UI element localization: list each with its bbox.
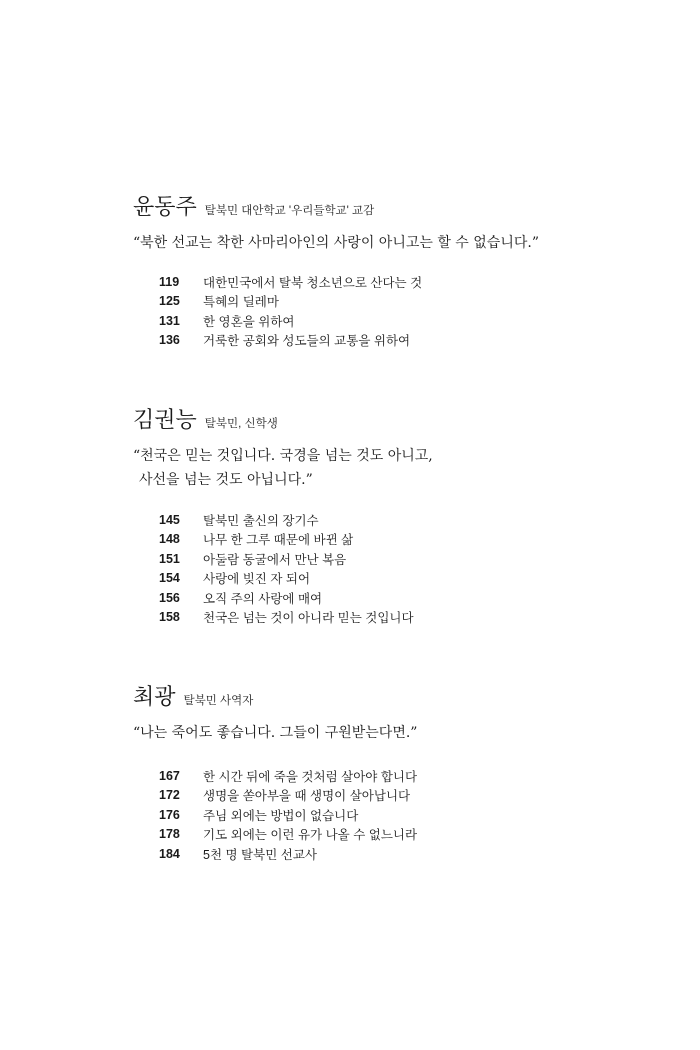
page-number: 178 <box>159 827 180 842</box>
quote-line: “북한 선교는 착한 사마리아인의 사랑이 아니고는 할 수 없습니다.” <box>133 235 539 251</box>
section-heading <box>133 403 653 434</box>
toc-list <box>159 510 653 627</box>
chapter-title: 오직 주의 사랑에 매여 <box>203 591 323 606</box>
toc-entry[interactable] <box>159 608 653 628</box>
chapter-title: 한 영혼을 위하여 <box>203 314 295 329</box>
page-number: 184 <box>159 846 180 861</box>
chapter-title: 주님 외에는 방법이 없습니다 <box>203 808 359 823</box>
author-quote <box>133 231 653 255</box>
chapter-title: 아둘람 동굴에서 만난 복음 <box>203 552 347 567</box>
section-heading <box>133 190 653 221</box>
chapter-title: 사랑에 빚진 자 되어 <box>203 572 311 587</box>
page-number: 125 <box>159 294 180 309</box>
toc-section-3 <box>133 680 653 864</box>
page-number: 158 <box>159 610 180 625</box>
quote-line: “나는 죽어도 좋습니다. 그들이 구원받는다면.” <box>133 725 418 741</box>
chapter-title: 거룩한 공회와 성도들의 교통을 위하여 <box>203 334 411 349</box>
quote-line: 사선을 넘는 것도 아닙니다.” <box>139 472 313 488</box>
toc-entry[interactable] <box>159 331 653 351</box>
page-number: 145 <box>159 512 180 527</box>
chapter-title: 한 시간 뒤에 죽을 것처럼 살아야 합니다 <box>203 769 418 784</box>
toc-entry[interactable] <box>159 569 653 589</box>
author-quote <box>133 721 653 745</box>
toc-list <box>159 272 653 350</box>
toc-entry[interactable] <box>159 549 653 569</box>
chapter-title: 기도 외에는 이런 유가 나올 수 없느니라 <box>203 828 418 843</box>
page-number: 172 <box>159 788 180 803</box>
author-name: 김권능 <box>133 408 197 433</box>
page-number: 148 <box>159 532 180 547</box>
section-heading <box>133 680 653 711</box>
page-number: 131 <box>159 313 180 328</box>
toc-entry[interactable] <box>159 311 653 331</box>
page-number: 156 <box>159 590 180 605</box>
toc-entry[interactable] <box>159 805 653 825</box>
page-number: 154 <box>159 571 180 586</box>
author-role: 탈북민 대안학교 '우리들학교' 교감 <box>204 205 375 217</box>
toc-section-1 <box>133 190 653 350</box>
toc-entry[interactable] <box>159 588 653 608</box>
page-number: 176 <box>159 807 180 822</box>
page-number: 136 <box>159 333 180 348</box>
toc-entry[interactable] <box>159 272 653 292</box>
author-role: 탈북민 사역자 <box>183 695 254 707</box>
toc-section-2 <box>133 403 653 627</box>
chapter-title: 나무 한 그루 때문에 바뀐 삶 <box>203 533 354 548</box>
toc-list <box>159 766 653 864</box>
chapter-title: 대한민국에서 탈북 청소년으로 산다는 것 <box>203 275 423 290</box>
chapter-title: 천국은 넘는 것이 아니라 믿는 것입니다 <box>203 611 414 626</box>
toc-entry[interactable] <box>159 786 653 806</box>
author-name: 최광 <box>133 685 176 710</box>
author-role: 탈북민, 신학생 <box>204 418 278 430</box>
quote-line: “천국은 믿는 것입니다. 국경을 넘는 것도 아니고, <box>133 448 433 464</box>
toc-entry[interactable] <box>159 530 653 550</box>
chapter-title: 특혜의 딜레마 <box>203 295 279 310</box>
page-number: 151 <box>159 551 180 566</box>
toc-entry[interactable] <box>159 844 653 864</box>
chapter-title: 5천 명 탈북민 선교사 <box>203 847 317 862</box>
page-number: 119 <box>159 274 180 289</box>
toc-entry[interactable] <box>159 825 653 845</box>
chapter-title: 탈북민 출신의 장기수 <box>203 513 319 528</box>
chapter-title: 생명을 쏟아부을 때 생명이 살아납니다 <box>203 789 411 804</box>
page-number: 167 <box>159 768 180 783</box>
toc-entry[interactable] <box>159 510 653 530</box>
author-name: 윤동주 <box>133 195 197 220</box>
toc-entry[interactable] <box>159 292 653 312</box>
toc-entry[interactable] <box>159 766 653 786</box>
author-quote <box>133 444 653 492</box>
